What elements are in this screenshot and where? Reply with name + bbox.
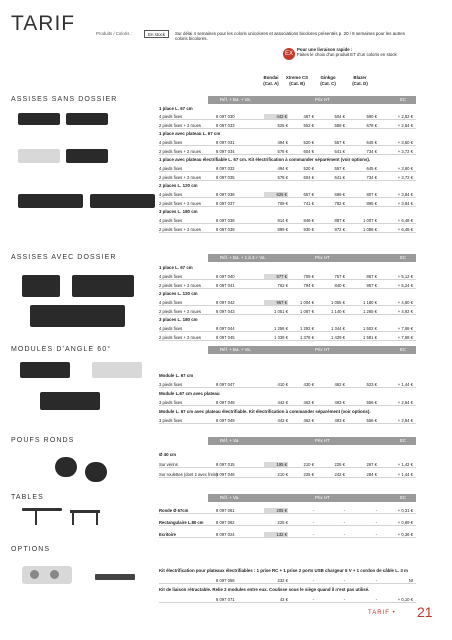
pouf-image [85, 462, 107, 482]
group-label: Kit électrification pour plateaux électrifiables : 1 prise RC + 1 prise 2 ports USB chargeur 5 V + 1 cordon de câble L. 3 m [159, 568, 408, 573]
group-label: Module L.67 cm avec plateau [159, 391, 220, 396]
table-row: 3 pieds fixes 8 097 047 410 € 430 € 462 € 523 € + 1,44 € [159, 380, 416, 388]
socket-icon [30, 570, 39, 579]
table-row: 8 097 071 42 € - - - + 0,10 € [159, 595, 416, 603]
table-row: 2 pieds fixes + 2 roues 8 097 043 1 051 € 1 087 € 1 140 € 1 265 € + 4,92 € [159, 307, 416, 315]
table-row: 4 pieds fixes 8 097 030 442 € 467 € 504 € 590 € + 2,52 € [159, 112, 416, 120]
link-kit-image [95, 574, 135, 580]
table-leg [72, 513, 74, 525]
table-row: 3 pieds fixes 8 097 048 442 € 462 € 493 € 556 € + 2,64 € [159, 398, 416, 406]
group-label: Module L. 67 cm [159, 373, 194, 378]
express-box [297, 47, 397, 57]
table-row: 8 097 056 232 € - - - NI [159, 576, 416, 584]
section-assises-avec-dossier: ASSISES AVEC DOSSIER [11, 254, 117, 261]
group-label: 1 place L. 67 cm [159, 265, 193, 270]
table-row: 2 pieds fixes + 2 roues 8 097 039 899 € 930 € 972 € 1 086 € + 6,48 € [159, 225, 416, 233]
section-tables: TABLES [11, 494, 44, 501]
table-row: Ecritoire 8 097 024 132 € - - - + 0,36 € [159, 530, 416, 538]
express-title: Pour une livraison rapide : [297, 47, 353, 52]
group-label: Kit de liaison rétractable. Relie 2 modules entre eux. Coulisse sous le siège quand il n'est pas utilisé. [159, 587, 370, 592]
table-row: 2 pieds fixes + 2 roues 8 097 033 525 € 552 € 589 € 678 € + 2,64 € [159, 121, 416, 129]
table-row: 3 pieds fixes 8 097 049 442 € 462 € 493 € 556 € + 2,64 € [159, 416, 416, 424]
usb-icon [50, 570, 59, 579]
meta-label: Produits / Coloris : [96, 31, 132, 36]
table-row: 2 pieds fixes + 2 roues 8 097 037 709 € 741 € 782 € 895 € + 3,84 € [159, 199, 416, 207]
bench-image [18, 113, 60, 125]
delay-note: Sur délai 4 semaines pour les coloris unicolores et associations bicolores présentés p. 20 / 8 semaines pour les autres coloris bicolores. [175, 31, 405, 41]
table-row: 2 pieds fixes + 2 roues 8 097 041 762 € 794 € 840 € 957 € + 5,24 € [159, 281, 416, 289]
group-label: 3 places L. 180 cm [159, 209, 198, 214]
table-row: 2 pieds fixes + 2 roues 8 097 045 1 339 € 1 376 € 1 429 € 1 581 € + 7,68 € [159, 333, 416, 341]
table-row: 4 pieds fixes 8 097 040 677 € 709 € 757 € 867 € + 5,12 € [159, 272, 416, 280]
table-row: 4 pieds fixes 8 097 044 1 256 € 1 292 € 1 344 € 1 502 € + 7,68 € [159, 324, 416, 332]
section-modules-angle: MODULES D'ANGLE 60° [11, 346, 112, 353]
table-row: Rectangulaire L.80 cm 8 097 062 225 € - - - + 0,89 € [159, 518, 416, 526]
table-row: Sur vérins 8 097 015 195 € 210 € 225 € 267 € + 1,42 € [159, 460, 416, 468]
bench-plateau-image [66, 149, 108, 163]
table-row: 2 pieds fixes + 2 roues 8 097 035 578 € 604 € 641 € 734 € + 3,72 € [159, 173, 416, 181]
col-xtreme: Xtreme CS (Cat. B) [285, 75, 309, 86]
group-label: 1 place L. 67 cm [159, 106, 193, 111]
angle-module-image [92, 362, 142, 378]
col-ginkgo: Ginkgo (Cat. C) [320, 75, 336, 86]
table-leg [35, 511, 37, 525]
table-row: 4 pieds fixes 8 097 042 967 € 1 004 € 1 055 € 1 180 € + 4,80 € [159, 298, 416, 306]
table-row: 4 pieds fixes 8 097 032 494 € 520 € 557 € 645 € + 3,60 € [159, 164, 416, 172]
page-title: TARIF [11, 12, 76, 35]
bench-image [66, 113, 108, 125]
col-blazer: Blazer (Cat. D) [352, 75, 368, 86]
table-round-image [22, 508, 62, 511]
page-number: 21 [417, 604, 433, 620]
express-text: Faites le choix d'un produit ET d'un coloris en stock [297, 52, 397, 57]
group-label: 3 places L. 180 cm [159, 317, 198, 322]
stock-badge: En stock [144, 30, 169, 38]
group-label: 1 place avec plateau électrifiable L. 67 cm. Kit électrification à commander séparément (voir options). [159, 157, 371, 162]
table-row: 4 pieds fixes 8 097 031 494 € 520 € 557 € 645 € + 3,60 € [159, 138, 416, 146]
angle-module-plateau-image [40, 392, 100, 410]
col-bondai: Bondai (Cat. A) [263, 75, 279, 86]
footer-label: TARIF • [368, 610, 396, 616]
sofa-2places-image [72, 275, 134, 297]
table-row: 4 pieds fixes 8 097 038 814 € 846 € 887 € 1 007 € + 6,48 € [159, 216, 416, 224]
group-label: Module L. 67 cm avec plateau électrifiable. Kit électrification à commander séparément (voir options). [159, 409, 371, 414]
table-row: Ronde Ø 67cm 8 097 061 205 € - - - + 0,31 € [159, 506, 416, 514]
section-options: OPTIONS [11, 546, 51, 553]
table-row: 2 pieds fixes + 2 roues 8 097 034 578 € 604 € 641 € 734 € + 3,72 € [159, 147, 416, 155]
express-delivery-icon: EX [283, 48, 295, 60]
group-label: 2 places L. 120 cm [159, 291, 198, 296]
section-assises-sans-dossier: ASSISES SANS DOSSIER [11, 96, 118, 103]
group-label: 2 places L. 120 cm [159, 183, 198, 188]
pouf-image [55, 457, 77, 477]
table-leg [96, 513, 98, 525]
bench-plateau-image [18, 149, 60, 163]
sofa-3places-image [30, 305, 125, 327]
table-row: 4 pieds fixes 8 097 036 625 € 657 € 699 € 807 € + 3,84 € [159, 190, 416, 198]
bench-3places-image [90, 194, 155, 208]
table-row: Sur roulettes (dont 2 avec frein) 8 097 046 210 € 225 € 242 € 284 € + 1,44 € [159, 470, 416, 478]
section-poufs-ronds: POUFS RONDS [11, 437, 75, 444]
armchair-image [22, 275, 60, 297]
bench-2places-image [18, 194, 83, 208]
angle-module-image [20, 362, 70, 378]
group-label: Ø 40 cm [159, 452, 177, 457]
group-label: 1 place avec plateau L. 67 cm [159, 131, 221, 136]
